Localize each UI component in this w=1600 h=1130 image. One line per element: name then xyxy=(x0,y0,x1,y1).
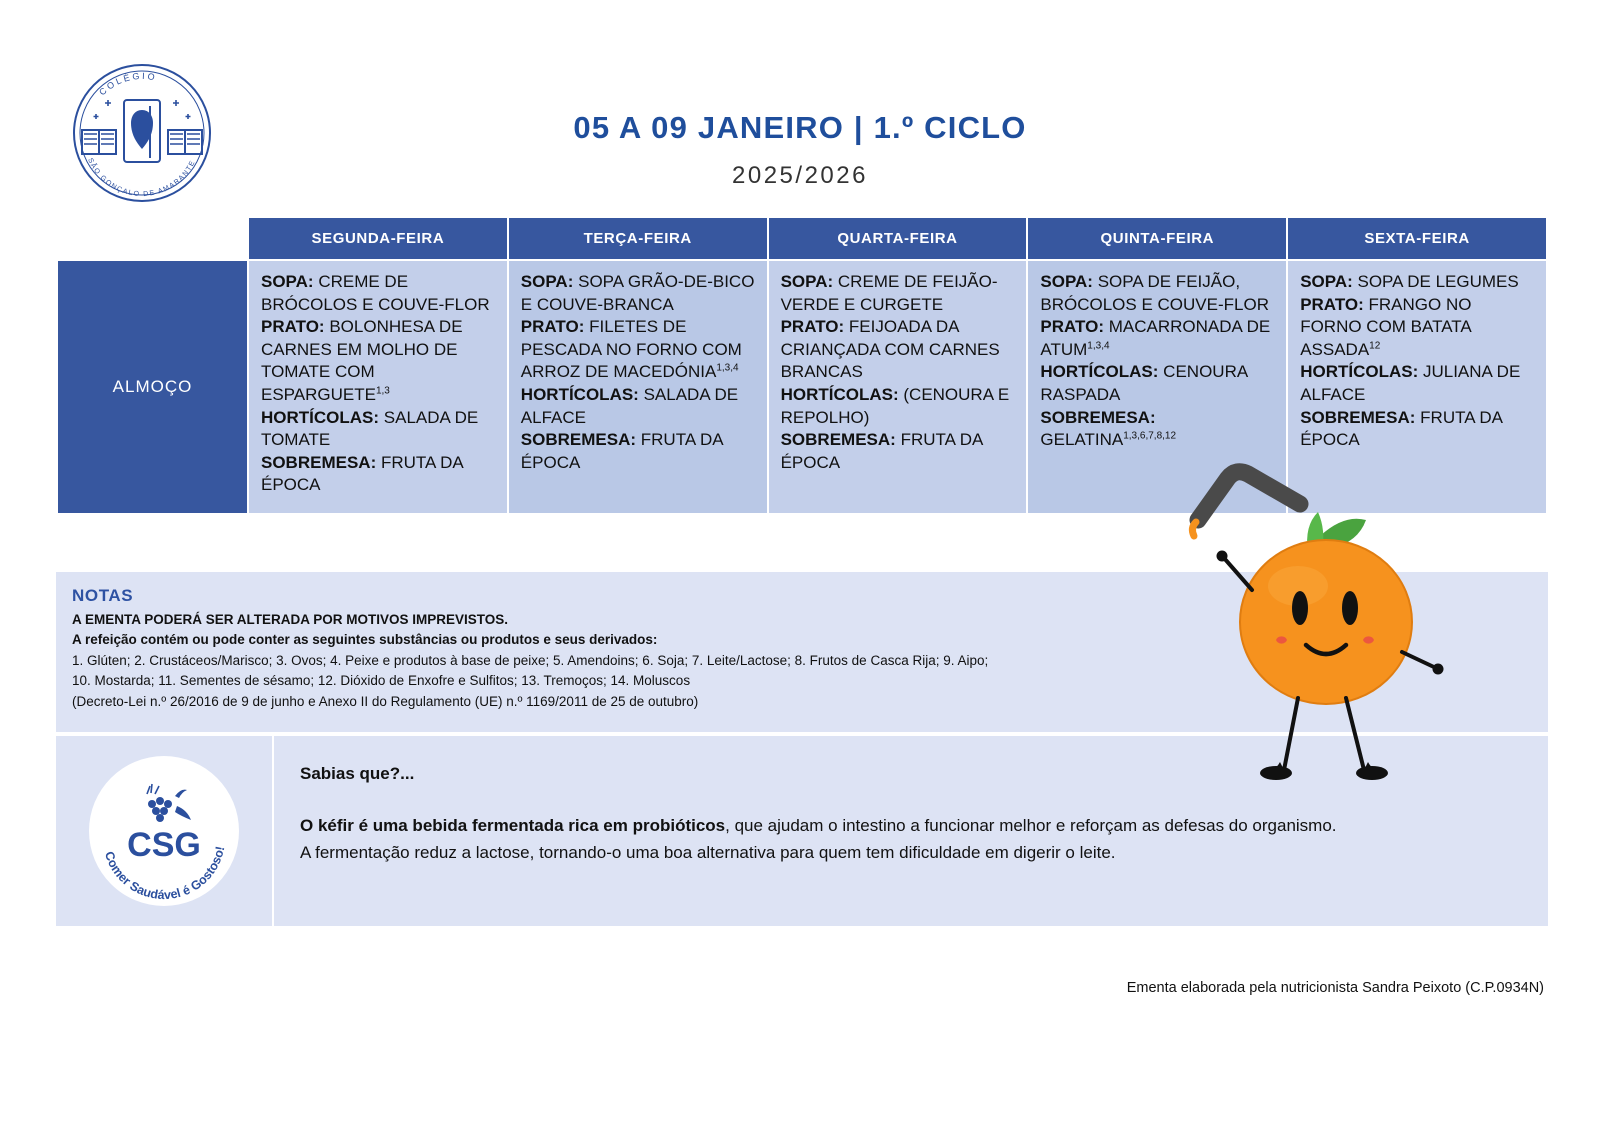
prato-label-tuesday: PRATO: xyxy=(520,317,585,337)
sopa-label-monday: SOPA: xyxy=(261,272,314,291)
sopa-text-monday: CREME DE BRÓCOLOS E COUVE-FLOR xyxy=(261,272,490,314)
menu-cell-monday xyxy=(248,260,508,514)
prato-text-wednesday: FEIJOADA DA CRIANÇADA COM CARNES BRANCAS xyxy=(780,317,1000,382)
prato-allergens-tuesday: 1,3,4 xyxy=(716,362,739,374)
prato-text-thursday: MACARRONADA DE ATUM xyxy=(1040,317,1271,359)
horticolas-text-wednesday: (CENOURA E REPOLHO) xyxy=(780,385,1010,427)
notes-allergen-list-1: 1. Glúten; 2. Crustáceos/Marisco; 3. Ovos; 4. Peixe e produtos à base de peixe; 5. Amendoins; 6. Soja; 7. Leite/Lactose; 8. Frutos de Casca Rija; 9. Aipo; xyxy=(72,652,989,668)
sobremesa-label-friday: SOBREMESA: xyxy=(1300,407,1416,427)
sopa-text-thursday: SOPA DE FEIJÃO, BRÓCOLOS E COUVE-FLOR xyxy=(1040,272,1269,314)
sobremesa-text-monday: FRUTA DA ÉPOCA xyxy=(261,452,463,495)
did-you-know-text xyxy=(274,736,1548,926)
notes-line-1: A EMENTA PODERÁ SER ALTERADA POR MOTIVOS IMPREVISTOS. xyxy=(72,612,509,627)
table-header-row xyxy=(57,217,1547,260)
sobremesa-label-tuesday: SOBREMESA: xyxy=(520,430,637,450)
sopa-label-tuesday: SOPA: xyxy=(520,272,574,291)
did-you-know-paragraph-2: A fermentação reduz a lactose, tornando-o uma boa alternativa para quem tem dificuldade em digerir o leite. xyxy=(300,843,1116,863)
sobremesa-text-tuesday: FRUTA DA ÉPOCA xyxy=(520,430,723,472)
lunch-row xyxy=(57,260,1547,514)
sopa-text-friday: SOPA DE LEGUMES xyxy=(1357,272,1519,291)
svg-text:SÃO GONÇALO DE AMARANTE: SÃO GONÇALO DE AMARANTE xyxy=(86,157,198,199)
sobremesa-text-thursday: GELATINA xyxy=(1040,430,1124,450)
horticolas-text-monday: SALADA DE TOMATE xyxy=(261,407,479,450)
csg-comer-saudavel-e-gostoso-badge xyxy=(89,756,239,906)
table-corner-cell xyxy=(57,217,248,260)
sobremesa-text-wednesday: FRUTA DA ÉPOCA xyxy=(780,430,983,472)
horticolas-text-thursday: CENOURA RASPADA xyxy=(1040,362,1248,405)
day-header-thursday: QUINTA-FEIRA xyxy=(1027,217,1287,260)
prato-text-monday: BOLONHESA DE CARNES EM MOLHO DE TOMATE COM ESPARGUETE xyxy=(261,317,463,405)
sopa-label-wednesday: SOPA: xyxy=(780,272,834,291)
prato-label-wednesday: PRATO: xyxy=(780,317,845,337)
sobremesa-label-monday: SOBREMESA: xyxy=(261,452,377,472)
sobremesa-label-thursday: SOBREMESA: xyxy=(1040,407,1156,427)
page-title: 05 A 09 JANEIRO | 1.º CICLO xyxy=(573,110,1027,145)
page-header xyxy=(0,0,1600,200)
horticolas-text-tuesday: SALADA DE ALFACE xyxy=(520,385,739,427)
sopa-label-friday: SOPA: xyxy=(1300,272,1353,291)
did-you-know-panel xyxy=(56,736,1548,926)
prato-allergens-monday: 1,3 xyxy=(375,385,390,397)
nutritionist-credit: Ementa elaborada pela nutricionista Sandra Peixoto (C.P.0934N) xyxy=(1126,980,1544,996)
csg-badge-container xyxy=(56,736,274,926)
sobremesa-allergens-thursday: 1,3,6,7,8,12 xyxy=(1123,430,1177,442)
day-header-monday: SEGUNDA-FEIRA xyxy=(248,217,508,260)
notes-legal-reference: (Decreto-Lei n.º 26/2016 de 9 de junho e Anexo II do Regulamento (UE) n.º 1169/2011 de 25 de outubro) xyxy=(72,694,699,710)
prato-label-thursday: PRATO: xyxy=(1040,317,1104,337)
prato-allergens-thursday: 1,3,4 xyxy=(1087,340,1110,352)
sobremesa-label-wednesday: SOBREMESA: xyxy=(780,430,896,450)
horticolas-label-friday: HORTÍCOLAS: xyxy=(1300,362,1419,382)
horticolas-text-friday: JULIANA DE ALFACE xyxy=(1300,362,1521,405)
horticolas-label-wednesday: HORTÍCOLAS: xyxy=(780,385,899,405)
day-header-friday: SEXTA-FEIRA xyxy=(1287,217,1547,260)
horticolas-label-thursday: HORTÍCOLAS: xyxy=(1040,362,1159,382)
sopa-label-thursday: SOPA: xyxy=(1040,272,1093,291)
prato-text-tuesday: FILETES DE PESCADA NO FORNO COM ARROZ DE MACEDÓNIA xyxy=(520,317,742,382)
svg-text:COLÉGIO: COLÉGIO xyxy=(97,70,158,98)
notes-title: NOTAS xyxy=(72,586,134,605)
horticolas-label-monday: HORTÍCOLAS: xyxy=(261,407,380,427)
sopa-text-wednesday: CREME DE FEIJÃO-VERDE E CURGETE xyxy=(780,272,998,314)
school-year: 2025/2026 xyxy=(732,162,868,189)
did-you-know-paragraph-1 xyxy=(300,812,1518,839)
did-you-know-rest: , que ajudam o intestino a funcionar melhor e reforçam as defesas do organismo. xyxy=(725,816,1337,835)
prato-allergens-friday: 12 xyxy=(1369,340,1381,352)
menu-cell-tuesday xyxy=(508,260,768,514)
svg-text:CSG: CSG xyxy=(127,826,201,864)
weekly-menu-table xyxy=(56,216,1548,515)
day-header-wednesday: QUARTA-FEIRA xyxy=(768,217,1028,260)
prato-label-monday: PRATO: xyxy=(261,317,325,337)
sobremesa-text-friday: FRUTA DA ÉPOCA xyxy=(1300,407,1503,450)
menu-cell-friday xyxy=(1287,260,1547,514)
menu-cell-thursday xyxy=(1027,260,1287,514)
did-you-know-heading: Sabias que?... xyxy=(300,764,415,783)
prato-text-friday: FRANGO NO FORNO COM BATATA ASSADA xyxy=(1300,294,1472,359)
did-you-know-bold-lead: O kéfir é uma bebida fermentada rica em probióticos xyxy=(300,816,726,835)
day-header-tuesday: TERÇA-FEIRA xyxy=(508,217,768,260)
horticolas-label-tuesday: HORTÍCOLAS: xyxy=(520,385,639,405)
notes-line-2: A refeição contém ou pode conter as seguintes substâncias ou produtos e seus derivados: xyxy=(72,632,658,648)
meal-row-label: ALMOÇO xyxy=(57,260,248,514)
title-block xyxy=(0,110,1600,190)
notes-panel xyxy=(56,572,1548,732)
notes-allergen-list-2: 10. Mostarda; 11. Sementes de sésamo; 12. Dióxido de Enxofre e Sulfitos; 13. Tremoços; 14. Moluscos xyxy=(72,673,691,689)
svg-text:Comer Saudável é Gostoso!: Comer Saudável é Gostoso! xyxy=(101,845,228,903)
sopa-text-tuesday: SOPA GRÃO-DE-BICO E COUVE-BRANCA xyxy=(520,272,755,314)
menu-cell-wednesday xyxy=(768,260,1028,514)
prato-label-friday: PRATO: xyxy=(1300,294,1364,314)
